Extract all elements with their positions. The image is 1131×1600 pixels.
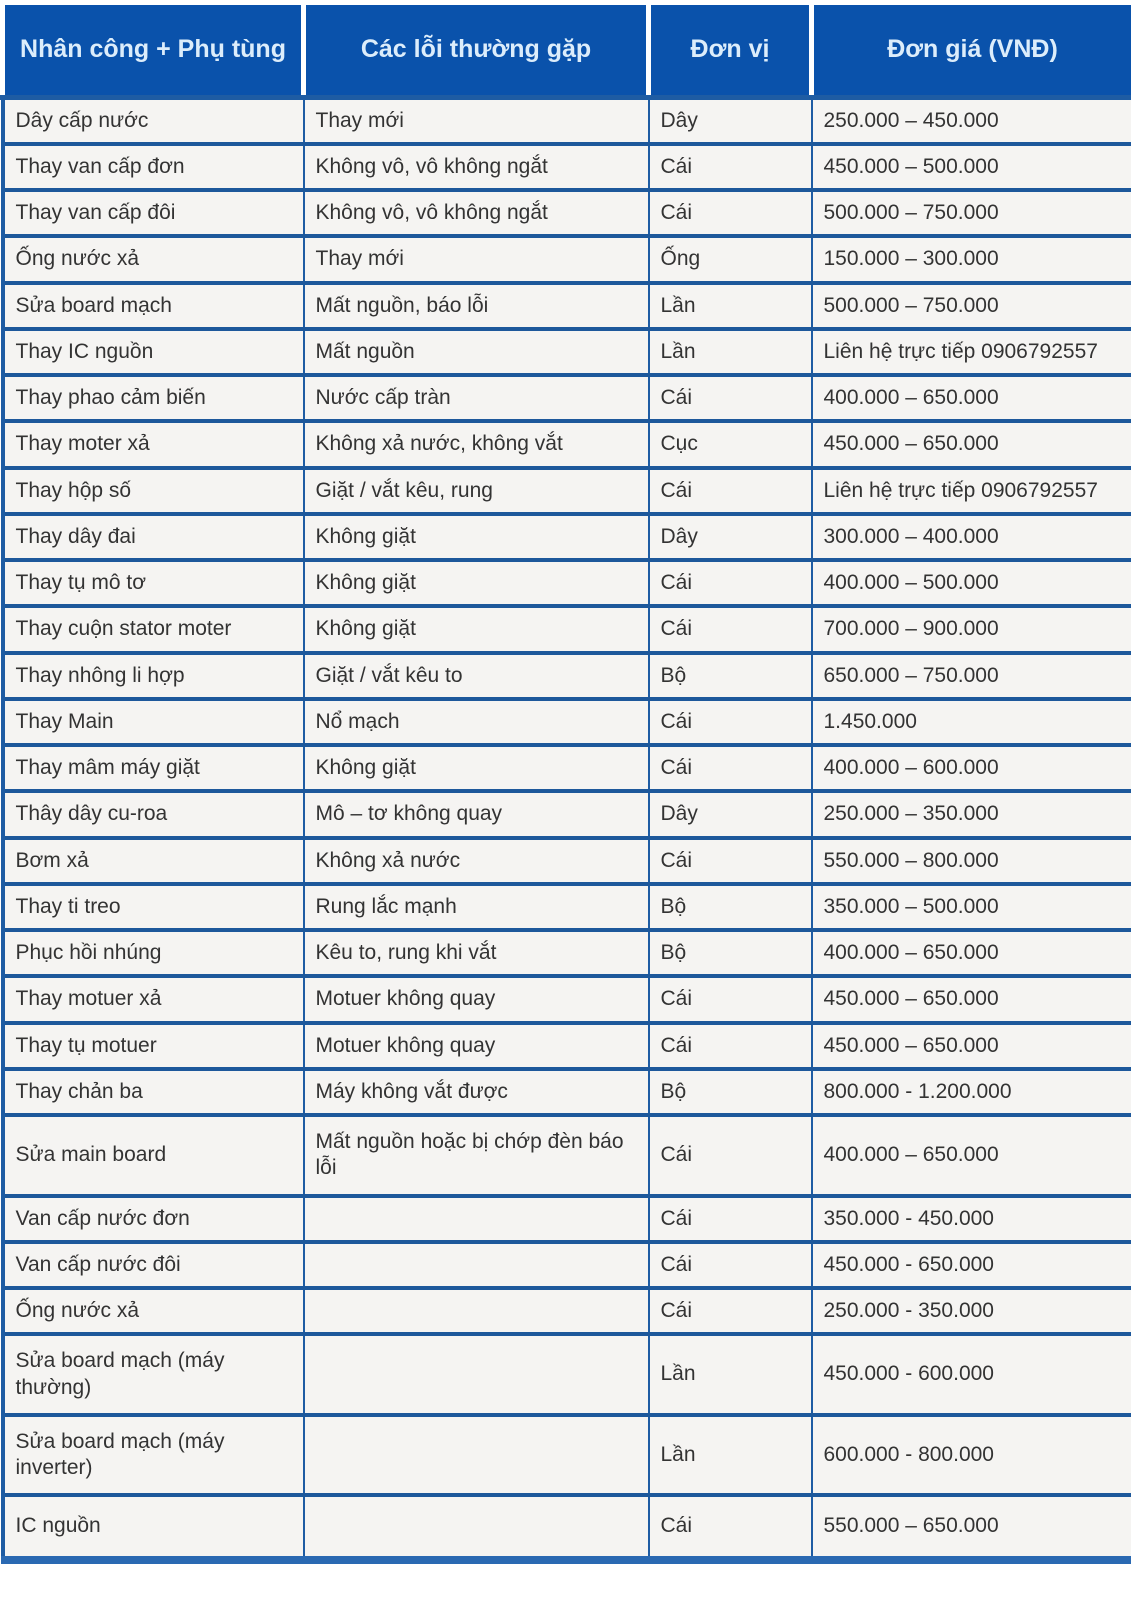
cell-unit: Lần [649, 283, 812, 329]
cell-unit: Cái [649, 468, 812, 514]
table-row [3, 1334, 1131, 1415]
cell-issue [304, 1334, 649, 1415]
table-body [3, 97, 1131, 1560]
cell-unit: Cái [649, 1196, 812, 1242]
table-row [3, 930, 1131, 976]
cell-price: 250.000 – 350.000 [812, 791, 1131, 837]
cell-price: Liên hệ trực tiếp 0906792557 [812, 329, 1131, 375]
cell-price: 250.000 - 350.000 [812, 1288, 1131, 1334]
cell-price: 400.000 – 650.000 [812, 930, 1131, 976]
cell-item: Dây cấp nước [3, 97, 304, 144]
cell-item: Thay chản ba [3, 1069, 304, 1115]
cell-item: Thay dây đai [3, 514, 304, 560]
cell-unit: Ống [649, 236, 812, 282]
column-header-item: Nhân công + Phụ tùng [3, 3, 304, 98]
table-row [3, 144, 1131, 190]
cell-issue: Nổ mạch [304, 699, 649, 745]
cell-item: Thay moter xả [3, 421, 304, 467]
cell-price: 700.000 – 900.000 [812, 606, 1131, 652]
column-header-price: Đơn giá (VNĐ) [812, 3, 1131, 98]
cell-unit: Cái [649, 606, 812, 652]
cell-item: Bơm xả [3, 838, 304, 884]
cell-item: Thay IC nguồn [3, 329, 304, 375]
cell-issue: Không xả nước [304, 838, 649, 884]
cell-price: 150.000 – 300.000 [812, 236, 1131, 282]
cell-price: 800.000 - 1.200.000 [812, 1069, 1131, 1115]
table-row [3, 1196, 1131, 1242]
cell-unit: Lần [649, 1415, 812, 1496]
cell-issue: Không vô, vô không ngắt [304, 190, 649, 236]
cell-item: Thây dây cu-roa [3, 791, 304, 837]
cell-item: Thay nhông li hợp [3, 653, 304, 699]
cell-issue: Không giặt [304, 514, 649, 560]
table-row [3, 375, 1131, 421]
cell-issue: Mô – tơ không quay [304, 791, 649, 837]
table-row [3, 283, 1131, 329]
cell-price: 650.000 – 750.000 [812, 653, 1131, 699]
cell-item: Sửa board mạch [3, 283, 304, 329]
header-row [3, 3, 1131, 98]
table-row [3, 838, 1131, 884]
cell-issue [304, 1288, 649, 1334]
cell-price: 450.000 – 650.000 [812, 1023, 1131, 1069]
cell-issue: Mất nguồn [304, 329, 649, 375]
cell-unit: Bộ [649, 930, 812, 976]
table-row [3, 560, 1131, 606]
cell-issue [304, 1196, 649, 1242]
cell-issue: Thay mới [304, 97, 649, 144]
table-header [3, 3, 1131, 98]
cell-unit: Cái [649, 1023, 812, 1069]
cell-unit: Dây [649, 97, 812, 144]
cell-price: 500.000 – 750.000 [812, 190, 1131, 236]
cell-item: IC nguồn [3, 1495, 304, 1559]
cell-item: Thay motuer xả [3, 976, 304, 1022]
column-header-unit: Đơn vị [649, 3, 812, 98]
cell-unit: Bộ [649, 884, 812, 930]
cell-item: Thay van cấp đơn [3, 144, 304, 190]
cell-unit: Cái [649, 976, 812, 1022]
cell-issue [304, 1495, 649, 1559]
cell-unit: Cái [649, 1242, 812, 1288]
cell-price: 400.000 – 500.000 [812, 560, 1131, 606]
table-row [3, 1069, 1131, 1115]
cell-issue: Kêu to, rung khi vắt [304, 930, 649, 976]
cell-item: Ống nước xả [3, 1288, 304, 1334]
cell-unit: Bộ [649, 1069, 812, 1115]
cell-unit: Lần [649, 329, 812, 375]
cell-unit: Dây [649, 514, 812, 560]
cell-unit: Dây [649, 791, 812, 837]
cell-price: 400.000 – 600.000 [812, 745, 1131, 791]
cell-price: 500.000 – 750.000 [812, 283, 1131, 329]
table-row [3, 421, 1131, 467]
cell-item: Thay mâm máy giặt [3, 745, 304, 791]
cell-price: 1.450.000 [812, 699, 1131, 745]
cell-item: Thay van cấp đôi [3, 190, 304, 236]
table-row [3, 1023, 1131, 1069]
table-row [3, 884, 1131, 930]
table-row [3, 745, 1131, 791]
table-row [3, 791, 1131, 837]
cell-item: Thay tụ mô tơ [3, 560, 304, 606]
cell-price: 450.000 – 650.000 [812, 976, 1131, 1022]
table-row [3, 699, 1131, 745]
cell-issue: Không giặt [304, 606, 649, 652]
table-row [3, 653, 1131, 699]
cell-issue: Mất nguồn hoặc bị chớp đèn báo lỗi [304, 1115, 649, 1196]
table-row [3, 190, 1131, 236]
table-row [3, 514, 1131, 560]
table-row [3, 329, 1131, 375]
cell-price: Liên hệ trực tiếp 0906792557 [812, 468, 1131, 514]
cell-item: Thay Main [3, 699, 304, 745]
cell-unit: Cái [649, 745, 812, 791]
cell-price: 450.000 – 500.000 [812, 144, 1131, 190]
table-row [3, 606, 1131, 652]
cell-issue: Máy không vắt được [304, 1069, 649, 1115]
cell-issue: Motuer không quay [304, 976, 649, 1022]
cell-issue: Giặt / vắt kêu to [304, 653, 649, 699]
cell-issue: Không giặt [304, 560, 649, 606]
table-row [3, 1495, 1131, 1559]
cell-issue: Motuer không quay [304, 1023, 649, 1069]
cell-price: 450.000 - 650.000 [812, 1242, 1131, 1288]
cell-item: Sửa main board [3, 1115, 304, 1196]
cell-issue: Không vô, vô không ngắt [304, 144, 649, 190]
cell-item: Thay phao cảm biến [3, 375, 304, 421]
cell-issue: Không xả nước, không vắt [304, 421, 649, 467]
cell-price: 400.000 – 650.000 [812, 375, 1131, 421]
table-row [3, 468, 1131, 514]
column-header-issue: Các lỗi thường gặp [304, 3, 649, 98]
cell-item: Sửa board mạch (máy thường) [3, 1334, 304, 1415]
cell-unit: Cái [649, 560, 812, 606]
cell-item: Phục hồi nhúng [3, 930, 304, 976]
cell-issue: Nước cấp tràn [304, 375, 649, 421]
table-row [3, 1415, 1131, 1496]
cell-price: 350.000 - 450.000 [812, 1196, 1131, 1242]
cell-unit: Cái [649, 144, 812, 190]
table-row [3, 1288, 1131, 1334]
cell-issue: Không giặt [304, 745, 649, 791]
cell-price: 600.000 - 800.000 [812, 1415, 1131, 1496]
cell-item: Thay hộp số [3, 468, 304, 514]
cell-issue [304, 1415, 649, 1496]
table-row [3, 236, 1131, 282]
cell-item: Van cấp nước đơn [3, 1196, 304, 1242]
cell-issue: Mất nguồn, báo lỗi [304, 283, 649, 329]
cell-price: 550.000 – 650.000 [812, 1495, 1131, 1559]
cell-unit: Cục [649, 421, 812, 467]
cell-unit: Cái [649, 1288, 812, 1334]
cell-price: 400.000 – 650.000 [812, 1115, 1131, 1196]
cell-unit: Bộ [649, 653, 812, 699]
cell-item: Thay ti treo [3, 884, 304, 930]
table-row [3, 1242, 1131, 1288]
cell-item: Sửa board mạch (máy inverter) [3, 1415, 304, 1496]
cell-price: 350.000 – 500.000 [812, 884, 1131, 930]
cell-price: 450.000 - 600.000 [812, 1334, 1131, 1415]
cell-price: 300.000 – 400.000 [812, 514, 1131, 560]
cell-issue: Thay mới [304, 236, 649, 282]
cell-unit: Cái [649, 1495, 812, 1559]
cell-issue: Giặt / vắt kêu, rung [304, 468, 649, 514]
cell-unit: Cái [649, 1115, 812, 1196]
cell-item: Thay cuộn stator moter [3, 606, 304, 652]
cell-unit: Cái [649, 375, 812, 421]
cell-unit: Cái [649, 190, 812, 236]
cell-item: Thay tụ motuer [3, 1023, 304, 1069]
cell-issue: Rung lắc mạnh [304, 884, 649, 930]
cell-unit: Lần [649, 1334, 812, 1415]
cell-item: Ống nước xả [3, 236, 304, 282]
cell-price: 550.000 – 800.000 [812, 838, 1131, 884]
cell-issue [304, 1242, 649, 1288]
cell-price: 250.000 – 450.000 [812, 97, 1131, 144]
cell-price: 450.000 – 650.000 [812, 421, 1131, 467]
cell-unit: Cái [649, 699, 812, 745]
table-row [3, 1115, 1131, 1196]
cell-unit: Cái [649, 838, 812, 884]
table-row [3, 976, 1131, 1022]
cell-item: Van cấp nước đôi [3, 1242, 304, 1288]
table-row [3, 97, 1131, 144]
